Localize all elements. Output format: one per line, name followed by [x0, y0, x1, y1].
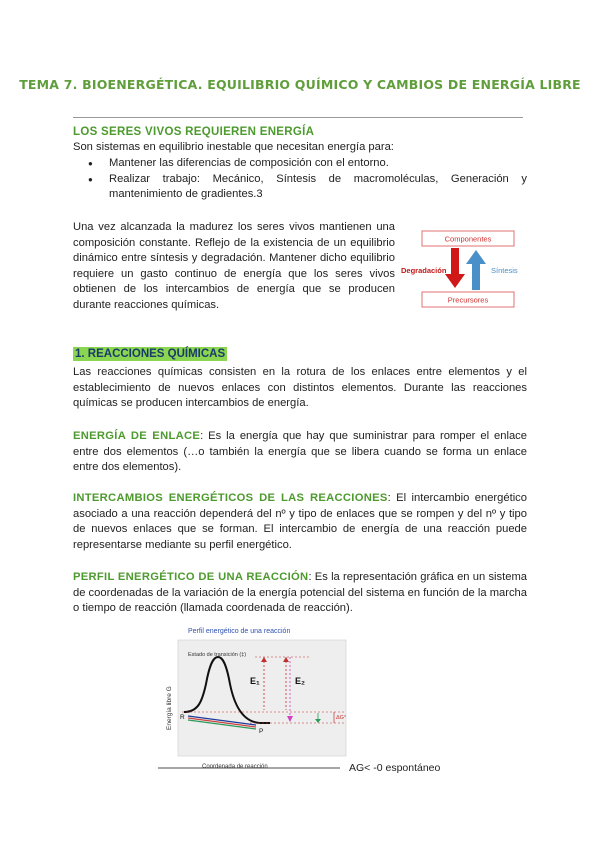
list-item: ● Realizar trabajo: Mecánico, Síntesis de macromoléculas, Generación y mantenimiento de gradientes.3 [73, 172, 527, 203]
synthesis-label: Síntesis [491, 266, 518, 275]
energy-exchange-paragraph [73, 491, 527, 553]
energy-profile-term: PERFIL ENERGÉTICO DE UNA REACCIÓN [73, 571, 309, 583]
energy-profile-paragraph [73, 570, 527, 617]
reactant-label: R [180, 714, 185, 721]
product-label: P [259, 728, 264, 735]
list-item: ● Mantener las diferencias de composición con el entorno. [73, 156, 527, 172]
page-title: TEMA 7. BIOENERGÉTICA. EQUILIBRIO QUÍMICO Y CAMBIOS DE ENERGÍA LIBRE [19, 77, 581, 92]
synthesis-degradation-diagram [400, 226, 530, 312]
requirements-list [73, 156, 527, 203]
section-heading-reacciones: 1. REACCIONES QUÍMICAS [75, 348, 226, 360]
energy-exchange-text: : El intercambio energético asociado a una reacción dependerá del nº y tipo de enlaces que se rompen y del nº y tipo de nuevos enlaces que se forman. El intercambio de energía de una reacción puede representarse mediante su perfil energético. [73, 492, 527, 551]
components-label: Componentes [444, 234, 492, 244]
bond-energy-term: ENERGÍA DE ENLACE [73, 430, 201, 442]
profile-title: Perfil energético de una reacción [188, 628, 291, 635]
equilibrium-paragraph: Una vez alcanzada la madurez los seres vivos mantienen una composición constante. Reflejo de la existencia de un equilibrio dinámico entre síntesis y degradación. Mantener dicho equilibrio requiere un gasto continuo de energía que los seres vivos obtienen de los intercambios de energía que se producen durante reacciones químicas. [73, 221, 395, 311]
title-divider [73, 117, 523, 118]
precursors-label: Precursores [447, 295, 489, 305]
energy-profile-figure [150, 622, 450, 774]
y-axis-label: Energía libre G [166, 686, 173, 730]
e2-label: E₂ [295, 676, 306, 686]
transition-state-label: Estado de transición (‡) [188, 652, 247, 658]
reactions-paragraph: Las reacciones químicas consisten en la rotura de los enlaces entre elementos y el establecimiento de nuevos enlaces con distintos elementos. Durante las reacciones químicas se producen intercambios de energía. [73, 366, 527, 409]
degradation-arrow-icon [445, 248, 465, 288]
bond-energy-paragraph [73, 429, 527, 476]
section-heading-energia: LOS SERES VIVOS REQUIEREN ENERGÍA [73, 126, 315, 138]
section-intro: Son sistemas en equilibrio inestable que necesitan energía para: [73, 141, 394, 153]
degradation-label: Degradación [401, 266, 447, 275]
synthesis-arrow-icon [466, 250, 486, 290]
x-axis-label: Coordenada de reacción [202, 764, 268, 770]
energy-profile-text: : Es la representación gráfica en un sistema de coordenadas de la variación de la energía potencial del sistema en función de la marcha o tiempo de reacción (llamada coordenada de reacción). [73, 571, 528, 614]
spontaneous-note: AG< -0 espontáneo [349, 762, 441, 774]
bond-energy-text: : Es la energía que hay que suministrar para romper el enlace entre dos elementos (…o también la energía que se libera cuando se forma un enlace entre dos elementos). [73, 430, 527, 473]
energy-exchange-term: INTERCAMBIOS ENERGÉTICOS DE LAS REACCIONES [73, 492, 388, 504]
e1-label: E₁ [250, 676, 260, 686]
delta-g-label: ΔG° [336, 715, 347, 721]
